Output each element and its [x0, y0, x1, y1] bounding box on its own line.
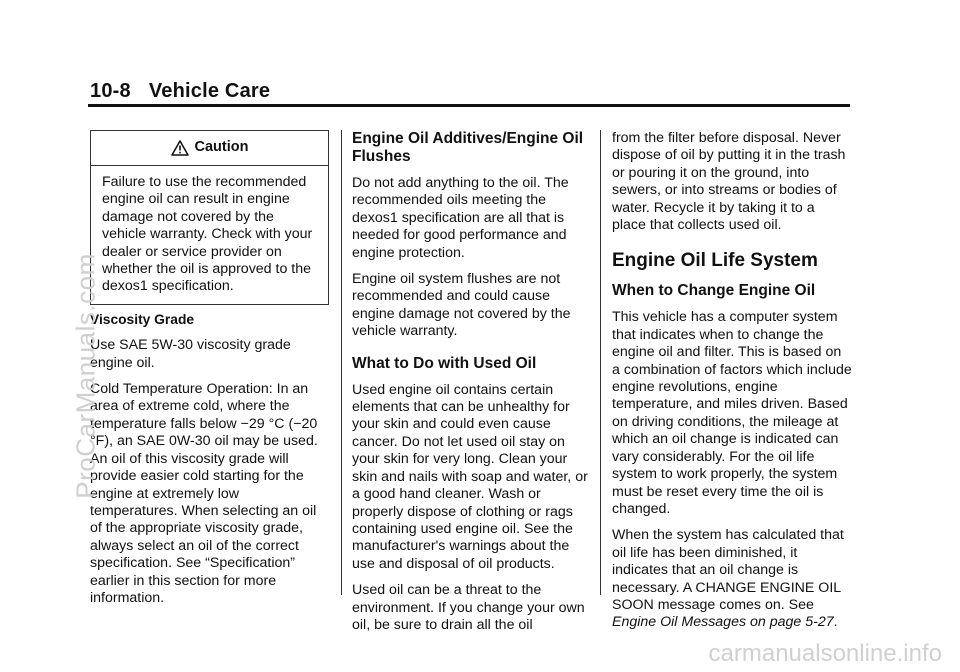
caution-label: Caution — [194, 139, 249, 156]
additives-heading: Engine Oil Additives/Engine Oil Flushes — [352, 130, 584, 165]
additives-paragraph: Do not add anything to the oil. The recommended oils meeting the dexos1 specification are all that is needed for good performance and engine protection. — [352, 175, 569, 261]
section-title: Vehicle Care — [148, 80, 271, 102]
oil-life-diminished-paragraph — [612, 527, 852, 631]
viscosity-grade-title: Viscosity Grade — [90, 311, 195, 327]
disposal-paragraph: from the filter before disposal. Never dispose of oil by putting it in the trash or pouring it on the ground, into sewers, or into streams or bodies of water. Recycle it by taking it to a place that collects used oil. — [612, 130, 846, 234]
watermark-carmanualsonline: carmanualsonline.info — [708, 640, 942, 667]
page-header — [90, 80, 270, 103]
caution-text: Failure to use the recommended engine oil can result in engine damage not covered by the vehicle warranty. Check with your dealer or service provider on whether the oil is approved to the dexos1 specification. — [102, 174, 313, 295]
oil-life-system-heading: Engine Oil Life System — [612, 250, 818, 272]
warning-icon — [171, 140, 189, 156]
oil-life-diminished-text: When the system has calculated that oil life has been diminished, it indicates that an oil change is necessary. A CHANGE ENGINE OIL SOON message comes on. See — [612, 527, 844, 613]
engine-oil-messages-link[interactable]: Engine Oil Messages on page 5-27 — [612, 614, 834, 631]
header-rule — [88, 104, 850, 107]
computer-system-paragraph: This vehicle has a computer system that indicates when to change the engine oil and filter. This is based on a combination of factors which include engine revolutions, engine temperature, and miles driven. Based on driving conditions, the mileage at which an oil change is indicated can vary considerably. For the oil life system to work properly, the system must be reset every time the oil is changed. — [612, 309, 852, 517]
used-oil-paragraph: Used engine oil contains certain elements that can be unhealthy for your skin and could even cause cancer. Do not let used oil stay on your skin for very long. Clean your skin and nails with soap and water, or a good hand cleaner. Wash or properly dispose of clothing or rags containing used engine oil. See the manufacturer's warnings about the use and disposal of oil products. — [352, 381, 588, 572]
column-1 — [90, 130, 330, 616]
caution-header — [91, 131, 328, 166]
column-2 — [352, 130, 588, 643]
sentence-period: . — [833, 614, 838, 631]
viscosity-paragraph: Use SAE 5W-30 viscosity grade engine oil. — [90, 337, 291, 371]
flushes-paragraph: Engine oil system flushes are not recommended and could cause engine damage not covered by the vehicle warranty. — [352, 271, 571, 340]
cold-temperature-paragraph: Cold Temperature Operation: In an area of extreme cold, where the temperature falls below −29 °C (−20 °F), an SAE 0W-30 oil may be used. An oil of this viscosity grade will provide easier cold starting for the engine at extremely low temperatures. When selecting an oil of the appropriate viscosity grade, always select an oil of the correct specification. See “Specification” earlier in this section for more information. — [90, 381, 318, 606]
column-3 — [612, 130, 852, 641]
watermark-procarmanuals: ProCarManuals.com — [70, 253, 101, 499]
column-divider-1 — [341, 130, 342, 595]
used-oil-heading: What to Do with Used Oil — [352, 354, 537, 372]
column-divider-2 — [600, 130, 601, 595]
page-number: 10-8 — [90, 80, 131, 102]
caution-box — [90, 130, 329, 305]
environment-paragraph: Used oil can be a threat to the environment. If you change your own oil, be sure to drain all the oil — [352, 582, 585, 633]
when-to-change-heading: When to Change Engine Oil — [612, 282, 816, 300]
